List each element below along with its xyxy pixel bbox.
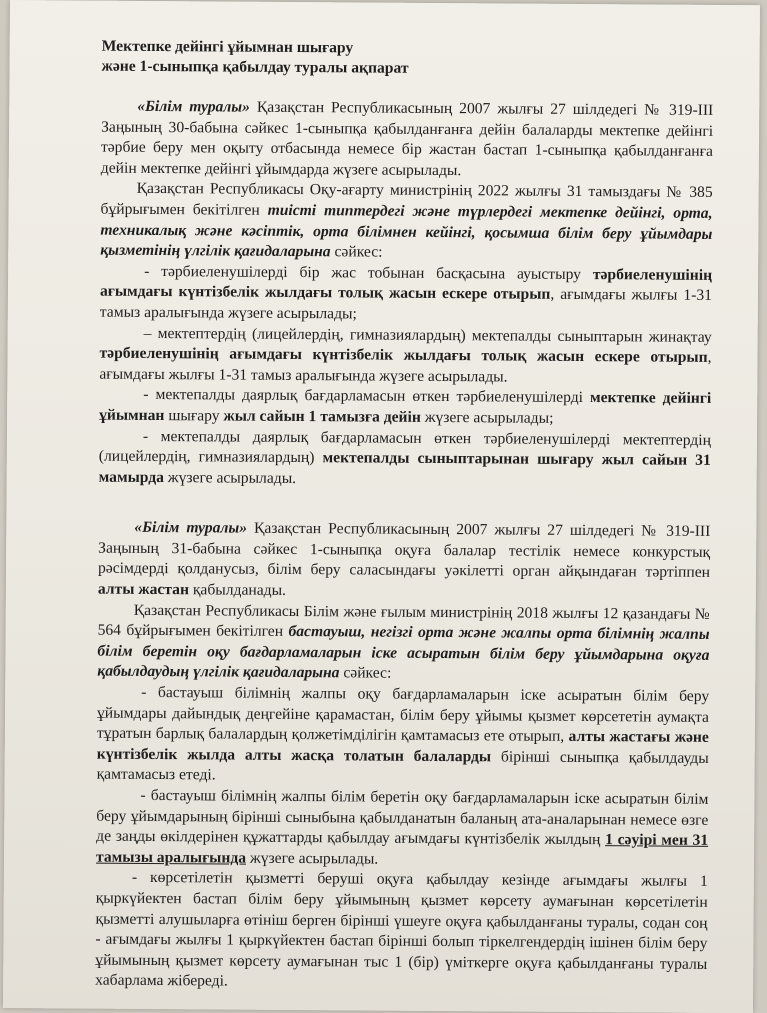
bullet-6 <box>96 786 709 873</box>
paragraph-text: сәйкес: <box>330 243 383 261</box>
bullet-text: шығару <box>164 406 224 425</box>
paragraph-4 <box>97 600 710 687</box>
bullet-2 <box>99 323 711 389</box>
bullet-text: , ағымдағы жылғы 1-31 тамыз аралығында жүзеге асырылады; <box>99 286 713 323</box>
paragraph-emphasis: алты жастан <box>97 580 190 599</box>
bullet-emphasis: жыл сайын 1 тамызға дейін <box>223 407 421 426</box>
bullet-4 <box>99 426 711 492</box>
rules-reference: бастауыш, негізгі орта және жалпы орта білімнің жалпы білім беретін оқу бағдарламаларын іске асыратын білім беру ұйымдарына оқуға қабылдаудың үлгілік қағидаларына <box>97 623 710 682</box>
document-page <box>3 0 760 1013</box>
paragraph-text: сәйкес: <box>339 664 392 683</box>
paragraph-text: қабылданады. <box>188 581 287 600</box>
bullet-emphasis: алты жастағы және күнтізбелік жылда алты жасқа толатын балаларды <box>96 728 709 766</box>
bullet-text: , ағымдағы жылғы 1-31 тамыз аралығында жүзеге асырылады. <box>99 349 712 386</box>
document-title <box>101 37 713 81</box>
paragraph-1 <box>101 97 714 184</box>
bullet-5 <box>97 683 710 790</box>
date-range-emphasis: 1 сәуірі мен 31 тамызы аралығында <box>95 831 709 867</box>
bullet-3 <box>99 385 711 430</box>
bullet-text: - көрсетілетін қызметті беруші оқуға қабылдау кезінде ағымдағы жылғы 1 қыркүйектен бастап білім беру ұйымының қызмет көрсету аумағынан көрсетілетін қызметті алушыларға өтініш берген бірінші үшеуге оқуға қабылданғаны туралы, содан соң - ағымдағы жылғы 1 қыркүйектен бастап бірінші болып тіркелгендердің ішінен білім беру ұйымының қызмет көрсету аумағынан тыс 1 (бір) үміткерге оқуға қабылданғаны туралы хабарлама жібереді. <box>95 869 708 990</box>
title-line-2: және 1-сыныпқа қабылдау туралы ақпарат <box>101 57 409 77</box>
bullet-emphasis: мектепалды сыныптарынан шығару жыл сайын 31 мамырда <box>98 449 711 486</box>
bullet-1 <box>100 261 712 327</box>
bullet-emphasis: тәрбиеленушінің ағымдағы күнтізбелік жылдағы толық жасын ескере отырып <box>99 344 708 367</box>
paragraph-2 <box>100 179 713 266</box>
bullet-emphasis: тәрбиеленушінің ағымдағы күнтізбелік жылдағы толық жасын ескере отырып <box>99 265 713 304</box>
bullet-text: - мектепалды даярлық бағдарламасын өткен тәрбиеленушілерді мектептердің (лицейлердің, гимназиялардың) <box>98 427 712 467</box>
paragraph-3 <box>98 518 711 605</box>
title-line-1: Мектепке дейінгі ұйымнан шығару <box>101 37 354 57</box>
bullet-text: бірінші сыныпқа қабылдауды қамтамасыз етеді. <box>96 748 709 784</box>
bullet-7 <box>95 868 708 996</box>
bullet-text: - тәрбиеленушілерді бір жас тобынан басқасына ауыстыру <box>144 262 593 283</box>
bullet-text: жүзеге асырылады. <box>246 849 379 868</box>
paragraph-text: Қазақстан Республикасының 2007 жылғы 27 шілдедегі № 319-III Заңының 30-бабына сәйкес 1-сыныпқа қабылданғанға дейін балаларды мектепке дейінгі тәрбие беру мен оқыту отбасында немесе бір жастан бастап 1-сыныпқа қабылданғанға дейін мектепке дейінгі ұйымдарда жүзеге асырылады. <box>100 98 714 179</box>
bullet-text: жүзеге асырылады. <box>163 468 297 487</box>
law-reference: «Білім туралы» <box>137 97 251 116</box>
paragraph-text: Қазақстан Республикасы Оқу-ағарту министрінің 2022 жылғы 31 тамыздағы № 385 бұйрығымен бекітілген <box>100 180 713 219</box>
section-gap <box>98 488 710 522</box>
bullet-text: - бастауыш білімнің жалпы оқу бағдарламаларын іске асыратын білім беру ұйымдары дайындық деңгейіне қарамастан, білім беру ұйымы қызмет көрсететін аумақта тұратын барлық балалардың қолжетімділігін қамтамасыз ете отырып, <box>96 683 710 746</box>
bullet-text: жүзеге асырылады; <box>420 408 554 427</box>
rules-reference: тиісті типтердегі және түрлердегі мектепке дейінгі, орта, техникалық және кәсіптік, орта білімнен кейінгі, қосымша білім беру ұйымдары қызметінің үлгілік қағидаларына <box>100 201 713 261</box>
bullet-emphasis: мектепке дейінгі ұйымнан <box>99 389 712 424</box>
paragraph-text: Қазақстан Республикасы Білім және ғылым министрінің 2018 жылғы 12 қазандағы № 564 бұйрығымен бекітілген <box>97 601 710 641</box>
law-reference: «Білім туралы» <box>134 519 248 537</box>
bullet-text: – мектептердің (лицейлердің, гимназиялардың) мектепалды сыныптарын жинақтау <box>143 324 712 346</box>
paragraph-text: Қазақстан Республикасының 2007 жылғы 27 шілдедегі № 319-III Заңының 31-бабына сәйкес 1-сыныпқа оқуға балалар тестілік немесе конкурстық рәсімдерді қолданусыз, білім беру саласындағы уәкілетті орган айқындаған тәртіппен <box>97 519 711 582</box>
bullet-text: - бастауыш білімнің жалпы білім беретін оқу бағдарламаларын іске асыратын білім беру ұйымдарының бірінші сыныбына қабылданатын баланың ата-аналарынан немесе өзге де заңды өкілдерінен құжаттарды қабылдау ағымдағы күнтізбелік жылдың <box>96 786 709 849</box>
bullet-text: - мектепалды даярлық бағдарламасын өткен тәрбиеленушілерді <box>143 386 591 407</box>
document-body <box>95 37 714 996</box>
